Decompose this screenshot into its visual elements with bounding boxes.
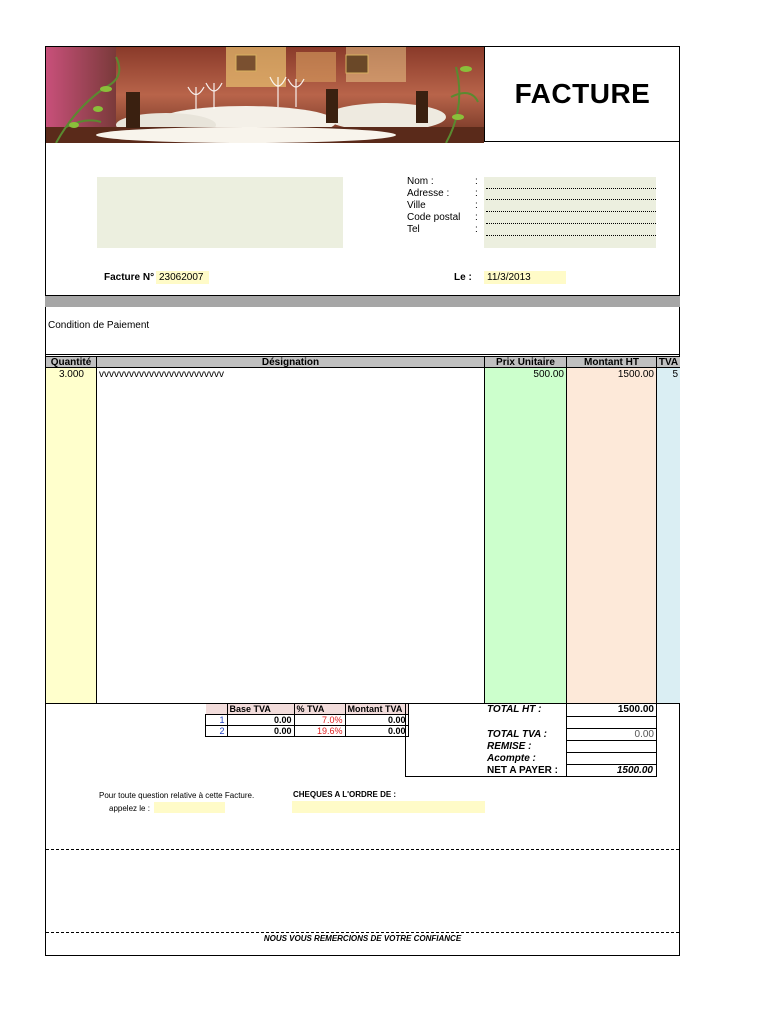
colon: : <box>475 212 478 223</box>
tva-header-base: Base TVA <box>227 704 294 715</box>
client-labels <box>407 176 460 236</box>
dashed-separator <box>46 849 679 850</box>
nom-field-line[interactable] <box>486 188 656 189</box>
remise-label: REMISE : <box>487 741 532 752</box>
question-line: Pour toute question relative à cette Facture. <box>99 791 255 800</box>
tva-row-amount: 0.00 <box>345 726 408 737</box>
tva-row-rate: 19.6% <box>294 726 345 737</box>
row-tva[interactable]: 5 <box>672 369 678 380</box>
acompte-label: Acompte : <box>487 753 536 764</box>
restaurant-banner-image <box>46 47 484 143</box>
net-a-payer-label: NET A PAYER : <box>487 765 558 776</box>
invoice-date-label: Le : <box>454 272 472 283</box>
net-a-payer-value: 1500.00 <box>616 765 653 776</box>
call-us-label: appelez le : <box>109 804 150 813</box>
code-postal-field-line[interactable] <box>486 223 656 224</box>
invoice-title: FACTURE <box>514 77 651 109</box>
quantity-column <box>46 367 97 703</box>
ville-field-line[interactable] <box>486 211 656 212</box>
totals-line <box>566 716 657 717</box>
cheques-payee-field[interactable] <box>292 801 485 813</box>
table-top-line <box>45 354 680 355</box>
payment-condition-label: Condition de Paiement <box>48 320 150 331</box>
client-colons <box>475 176 478 236</box>
tel-field-line[interactable] <box>486 235 656 236</box>
totals-line <box>566 752 657 753</box>
row-quantity[interactable]: 3.000 <box>58 369 84 380</box>
tva-row-index: 2 <box>206 726 228 737</box>
row-unit-price[interactable]: 500.00 <box>533 369 564 380</box>
tva-header-amount: Montant TVA <box>345 704 408 715</box>
header-quantity: Quantité <box>46 356 97 368</box>
thank-you-message: NOUS VOUS REMERCIONS DE VOTRE CONFIANCE <box>263 934 462 943</box>
gray-band <box>45 296 680 307</box>
colon: : <box>475 200 478 211</box>
client-label-code-postal: Code postal <box>407 212 461 223</box>
amount-ht-column <box>566 367 657 703</box>
unit-price-column <box>484 367 567 703</box>
company-info-box <box>97 177 343 248</box>
client-label-ville: Ville <box>407 200 426 211</box>
tva-header-rate: % TVA <box>294 704 345 715</box>
row-designation[interactable]: vvvvvvvvvvvvvvvvvvvvvvvvv <box>99 369 224 380</box>
dashed-separator <box>46 932 679 933</box>
total-ht-label: TOTAL HT : <box>487 704 542 715</box>
adresse-field-line[interactable] <box>486 199 656 200</box>
title-box <box>484 46 680 142</box>
header-unit-price: Prix Unitaire <box>484 356 567 368</box>
header-tva: TVA <box>656 356 680 368</box>
tva-row-base: 0.00 <box>227 715 294 726</box>
client-label-adresse: Adresse : <box>407 188 450 199</box>
cheques-label: CHEQUES A L'ORDRE DE : <box>293 790 397 799</box>
tva-row-base: 0.00 <box>227 726 294 737</box>
header-amount-ht: Montant HT <box>566 356 657 368</box>
total-tva-value: 0.00 <box>634 729 654 740</box>
invoice-number-label: Facture N° <box>104 272 155 283</box>
totals-line <box>566 740 657 741</box>
designation-column <box>96 367 485 703</box>
total-tva-label: TOTAL TVA : <box>487 729 547 740</box>
client-label-nom: Nom : <box>407 176 434 187</box>
header-designation: Désignation <box>96 356 485 368</box>
tva-row-rate: 7.0% <box>294 715 345 726</box>
colon: : <box>475 224 478 235</box>
tva-row-amount: 0.00 <box>345 715 408 726</box>
colon: : <box>475 176 478 187</box>
phone-field[interactable] <box>154 802 225 813</box>
row-amount-ht: 1500.00 <box>617 369 654 380</box>
tva-row-index: 1 <box>206 715 228 726</box>
invoice-date-field[interactable]: 11/3/2013 <box>484 271 566 284</box>
invoice-number-field[interactable]: 23062007 <box>156 271 209 284</box>
tva-column <box>656 367 680 703</box>
tva-corner <box>206 704 228 715</box>
client-label-tel: Tel <box>407 224 420 235</box>
colon: : <box>475 188 478 199</box>
total-ht-value: 1500.00 <box>617 704 654 715</box>
tva-summary-table <box>205 703 409 737</box>
